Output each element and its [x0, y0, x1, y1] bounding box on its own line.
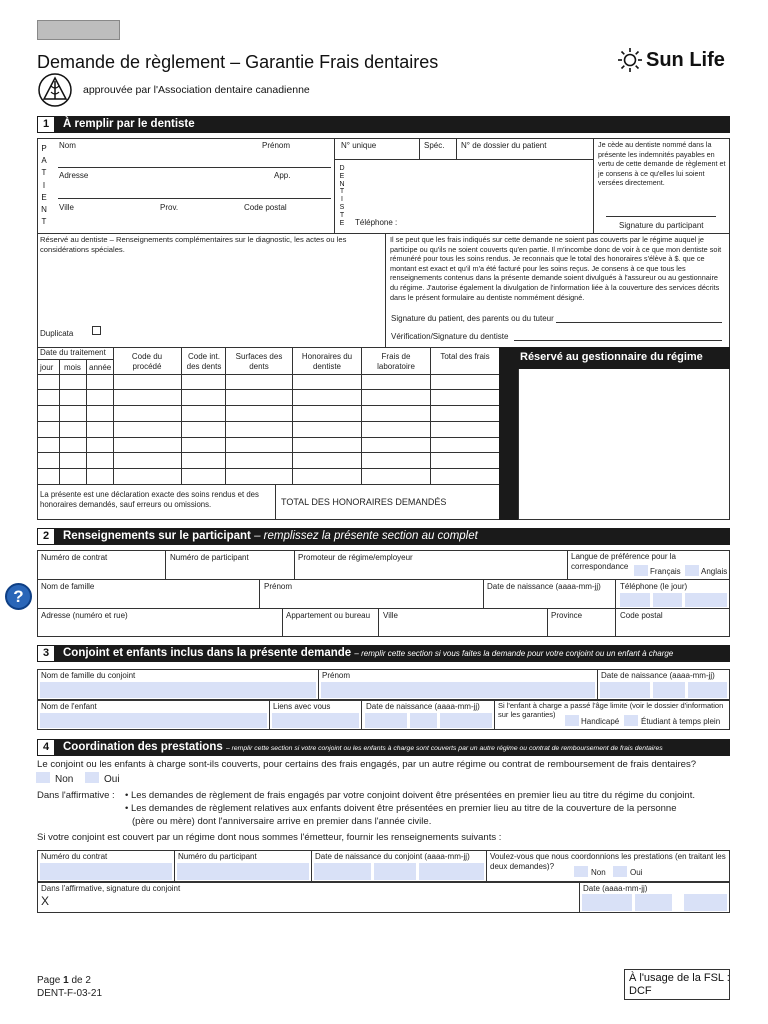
- s3-col-line: [597, 669, 598, 700]
- s2-col-line: [165, 550, 166, 579]
- s2-col-line: [483, 579, 484, 608]
- s3-date-enfant-label: Date de naissance (aaaa-mm-jj): [366, 702, 480, 711]
- s2-col-line: [259, 579, 260, 608]
- total-box-line: [275, 484, 276, 520]
- s3-col-line: [494, 700, 495, 730]
- s4-col-line: [311, 850, 312, 882]
- s3-handicape-checkbox[interactable]: [565, 715, 579, 726]
- s4-bullet2b: (père ou mère) dont l'anniversaire arrive en premier dans l'année civile.: [132, 816, 432, 827]
- s3-prenom-label: Prénom: [322, 671, 351, 680]
- patient-ville-label: Ville: [59, 203, 74, 212]
- fsl-label: À l'usage de la FSL :: [629, 972, 730, 984]
- s3-handicape-label: Handicapé: [581, 717, 620, 726]
- s3-enfant-mm-input[interactable]: [410, 713, 437, 728]
- s4-sig-date-yyyy-input[interactable]: [582, 894, 632, 911]
- s2-anglais-label: Anglais: [701, 567, 728, 576]
- s2-col-line: [294, 550, 295, 579]
- s4-numero-participant-input[interactable]: [177, 863, 309, 880]
- section2-header: [37, 528, 730, 545]
- no-dossier-label: N° de dossier du patient: [461, 141, 547, 150]
- s2-adresse-label: Adresse (numéro et rue): [41, 611, 128, 620]
- total-honoraires-label: TOTAL DES HONORAIRES DEMANDÉS: [281, 497, 447, 507]
- footer-page: Page 1 de 2: [37, 975, 91, 986]
- patient-codepostal-label: Code postal: [244, 203, 287, 212]
- patient-prenom-label: Prénom: [262, 141, 291, 150]
- mois-label: mois: [64, 363, 81, 372]
- row-line: [37, 468, 499, 469]
- sun-icon: [616, 46, 644, 74]
- s4-date-dd-input[interactable]: [419, 863, 484, 880]
- spec-divider: [419, 138, 420, 159]
- col-line: [225, 347, 226, 484]
- s2-francais-checkbox[interactable]: [634, 565, 648, 576]
- ada-logo: [37, 72, 73, 108]
- s2-langue-label: Langue de préférence pour la correspondance: [571, 552, 676, 571]
- s3-col-line: [269, 700, 270, 730]
- ada-emblem-icon: [37, 72, 73, 108]
- patient-prov-label: Prov.: [160, 203, 179, 212]
- section2-number: 2: [37, 528, 55, 545]
- consent-text: Il se peut que les frais indiqués sur cette demande ne soient pas couverts par le régime auquel je participe ou qu'ils ne soient couverts qu'en partie. Il m'incombe donc de voir à ce que mon dentiste soit rémunéré pour tous les soins rendus. Je reconnais que le total des honoraires s'élève à $. que ce montant est exact et qu'il m'a été facturé pour les soins reçus. Je consens à ce que tous les renseignements contenus dans la présente demande soient divulgués à l'assureur ou au gestionnaire du régime. J'autorise également la divulgation de l'information liée à la couverture des services décrits dans le présent formulaire au dentiste nommément désigné.: [390, 235, 722, 302]
- s4-coordonner-label: Voulez-vous que nous coordonnions les prestations (en traitant les deux demandes)?: [490, 852, 726, 871]
- code-procede-label: Code du procédé: [131, 352, 163, 371]
- assignment-divider: [593, 138, 594, 233]
- s4-x-mark: X: [41, 894, 50, 908]
- s3-date-naissance-label: Date de naissance (aaaa-mm-jj): [601, 671, 715, 680]
- row-line: [37, 437, 499, 438]
- s2-tel-area-input[interactable]: [620, 593, 650, 607]
- patient-adresse-label: Adresse: [59, 171, 89, 180]
- s4-non2-label: Non: [591, 868, 606, 877]
- s4-covered-text: Si votre conjoint est couvert par un régime dont nous sommes l'émetteur, fournir les renseignements suivants :: [37, 832, 502, 843]
- dentist-telephone-label: Téléphone :: [355, 218, 398, 227]
- s4-date-label: Date (aaaa-mm-jj): [583, 884, 648, 893]
- s3-age-limite-label: Si l'enfant à charge a passé l'âge limite (voir le dossier d'information sur les garanties): [498, 701, 724, 720]
- page-title: Demande de règlement – Garantie Frais dentaires: [37, 52, 439, 72]
- section4-number: 4: [37, 739, 55, 756]
- s3-nom-conjoint-label: Nom de famille du conjoint: [41, 671, 136, 680]
- section1-box: [37, 138, 730, 520]
- s2-col-line: [615, 579, 616, 608]
- duplicata-label: Duplicata: [40, 329, 74, 338]
- s3-prenom-input[interactable]: [321, 682, 595, 698]
- dossier-divider: [456, 138, 457, 159]
- row-line: [37, 421, 499, 422]
- honoraires-label: Honoraires du dentiste: [301, 352, 353, 371]
- s4-date-yyyy-input[interactable]: [314, 863, 371, 880]
- help-icon[interactable]: ?: [5, 583, 32, 610]
- section1-number: 1: [37, 116, 55, 133]
- section1-divider-top: [37, 233, 730, 234]
- s4-oui2-checkbox[interactable]: [613, 866, 627, 877]
- s2-numero-participant-label: Numéro de participant: [170, 553, 249, 562]
- s4-oui-label: Oui: [104, 774, 120, 785]
- brand-name: Sun Life: [646, 49, 725, 71]
- s4-signature-label: Dans l'affirmative, signature du conjoint: [41, 884, 181, 893]
- s3-col-line: [361, 700, 362, 730]
- s4-non-checkbox[interactable]: [36, 772, 50, 783]
- surfaces-label: Surfaces des dents: [235, 352, 283, 371]
- s4-col-line: [579, 882, 580, 913]
- s4-non2-checkbox[interactable]: [574, 866, 588, 877]
- s3-date-dd-input[interactable]: [688, 682, 727, 698]
- s4-affirmative-label: Dans l'affirmative :: [37, 790, 115, 801]
- patient-adresse-line: [58, 198, 331, 199]
- reserved-column-strip: [499, 347, 518, 520]
- dentist-vertical-label: D E N T I S T E: [339, 165, 345, 227]
- s3-etudiant-checkbox[interactable]: [624, 715, 638, 726]
- s3-date-yyyy-input[interactable]: [600, 682, 650, 698]
- s2-anglais-checkbox[interactable]: [685, 565, 699, 576]
- s2-col-line: [378, 608, 379, 637]
- row-line: [37, 405, 499, 406]
- s2-promoteur-label: Promoteur de régime/employeur: [298, 553, 413, 562]
- date-traitement-label: Date du traitement: [40, 348, 106, 357]
- s3-nom-conjoint-input[interactable]: [40, 682, 316, 698]
- signature-patient-line: [556, 322, 722, 323]
- reserved-left-line: [518, 369, 519, 520]
- s3-etudiant-label: Étudiant à temps plein: [641, 717, 721, 726]
- s4-sig-date-dd-input[interactable]: [684, 894, 727, 911]
- s4-numero-contrat-label: Numéro du contrat: [41, 852, 108, 861]
- fsl-box: [624, 969, 730, 1000]
- section2-row-line: [37, 608, 730, 609]
- s4-date-mm-input[interactable]: [374, 863, 416, 880]
- col-line: [292, 347, 293, 484]
- s2-province-label: Province: [551, 611, 583, 620]
- s4-col-line: [486, 850, 487, 882]
- participant-signature-line: [606, 216, 716, 217]
- section3-number: 3: [37, 645, 55, 662]
- row-line: [37, 484, 518, 485]
- jour-label: jour: [40, 363, 54, 372]
- verification-label: Vérification/Signature du dentiste: [391, 332, 509, 341]
- s4-non-label: Non: [55, 774, 74, 785]
- row-line: [37, 452, 499, 453]
- section3-header: [37, 645, 730, 662]
- spec-label: Spéc.: [424, 141, 445, 150]
- s2-col-line: [282, 608, 283, 637]
- s2-date-naissance-label: Date de naissance (aaaa-mm-jj): [487, 582, 601, 591]
- s2-col-line: [615, 608, 616, 637]
- s3-nom-enfant-label: Nom de l'enfant: [41, 702, 97, 711]
- s2-francais-label: Français: [650, 567, 681, 576]
- patient-app-label: App.: [274, 171, 291, 180]
- s3-liens-label: Liens avec vous: [273, 702, 331, 711]
- s3-enfant-dd-input[interactable]: [440, 713, 492, 728]
- signature-patient-label: Signature du patient, des parents ou du tuteur: [391, 314, 554, 323]
- section1-title: À remplir par le dentiste: [63, 118, 195, 130]
- s2-col-line: [567, 550, 568, 579]
- s2-numero-contrat-label: Numéro de contrat: [41, 553, 108, 562]
- frais-labo-label: Frais de laboratoire: [377, 352, 415, 371]
- reserved-dentist-text: Réservé au dentiste – Renseignements complémentaires sur le diagnostic, les actes ou les considérations spéciales.: [40, 235, 347, 254]
- row-line: [37, 389, 499, 390]
- s2-tel-prefix-input[interactable]: [653, 593, 682, 607]
- s4-numero-participant-label: Numéro du participant: [178, 852, 257, 861]
- code-int-label: Code int. des dents: [186, 352, 222, 371]
- reserved-admin-label: Réservé au gestionnaire du régime: [520, 351, 703, 363]
- s4-question: Le conjoint ou les enfants à charge sont-ils couverts, pour certains des frais engagés, par un autre régime ou contrat de remboursement de frais dentaires?: [37, 759, 697, 770]
- col-line: [181, 347, 182, 484]
- patient-vertical-label: P A T I E N T: [41, 144, 47, 227]
- s4-bullet1: • Les demandes de règlement de frais engagés par votre conjoint doivent être présentées en premier lieu au titre du régime du conjoint.: [125, 790, 695, 801]
- s2-tel-number-input[interactable]: [685, 593, 727, 607]
- s4-oui-checkbox[interactable]: [85, 772, 99, 783]
- s4-sig-date-mm-input[interactable]: [635, 894, 672, 911]
- s3-date-mm-input[interactable]: [653, 682, 685, 698]
- s4-bullet2a: • Les demandes de règlement relatives aux enfants doivent être présentées en premier lieu au titre de la couverture de la personne: [125, 803, 677, 814]
- annee-label: année: [89, 363, 112, 372]
- s2-telephone-label: Téléphone (le jour): [620, 582, 688, 591]
- patient-dentist-divider: [334, 138, 335, 233]
- row-line: [37, 374, 499, 375]
- s3-nom-enfant-input[interactable]: [40, 713, 267, 728]
- s4-col-line: [174, 850, 175, 882]
- section2-title: Renseignements sur le participant – remplissez la présente section au complet: [63, 530, 478, 542]
- date-subheader-line: [37, 359, 113, 360]
- verification-line: [514, 340, 722, 341]
- col-line: [430, 347, 431, 484]
- reserved-admin-header: [518, 347, 730, 369]
- total-frais-label: Total des frais: [440, 352, 490, 361]
- section4-title: Coordination des prestations – remplir cette section si votre conjoint ou les enfants à charge sont couverts par un autre régime ou contrat de remboursement de frais dentaires: [63, 741, 663, 753]
- col-line: [113, 347, 114, 484]
- duplicata-checkbox[interactable]: [92, 326, 101, 335]
- patient-nom-line: [58, 167, 331, 168]
- sunlife-logo: [616, 46, 734, 76]
- s3-liens-input[interactable]: [272, 713, 359, 728]
- s4-date-naissance-label: Date de naissance du conjoint (aaaa-mm-jj): [315, 852, 470, 861]
- fsl-code: DCF: [629, 985, 652, 997]
- consent-divider: [385, 233, 386, 347]
- col-line: [361, 347, 362, 484]
- s2-ville-label: Ville: [383, 611, 398, 620]
- s2-code-postal-label: Code postal: [620, 611, 663, 620]
- form-tab: [37, 20, 120, 40]
- section3-title: Conjoint et enfants inclus dans la présente demande – remplir cette section si vous faites la demande pour votre conjoint ou un enfant à charge: [63, 647, 674, 659]
- dentist-top-line: [334, 159, 593, 160]
- participant-signature-label: Signature du participant: [619, 221, 704, 230]
- section2-row-line: [37, 579, 730, 580]
- section1-header: [37, 116, 730, 133]
- section4-header: [37, 739, 730, 756]
- approval-text: approuvée par l'Association dentaire canadienne: [83, 84, 310, 96]
- patient-nom-label: Nom: [59, 141, 76, 150]
- s2-nom-famille-label: Nom de famille: [41, 582, 95, 591]
- s4-numero-contrat-input[interactable]: [40, 863, 172, 880]
- declaration-text: La présente est une déclaration exacte des soins rendus et des honoraires demandés, sauf erreurs ou omissions.: [40, 490, 259, 509]
- s2-col-line: [547, 608, 548, 637]
- s3-enfant-yyyy-input[interactable]: [365, 713, 407, 728]
- s2-prenom-label: Prénom: [264, 582, 293, 591]
- footer-form-code: DENT-F-03-21: [37, 988, 103, 999]
- s2-appartement-label: Appartement ou bureau: [286, 611, 371, 620]
- no-unique-label: N° unique: [341, 141, 377, 150]
- s3-col-line: [318, 669, 319, 700]
- assignment-text: Je cède au dentiste nommé dans la présente les indemnités payables en vertu de cette demande de règlement et je consens à ce qu'elles lui soient versées directement.: [598, 140, 726, 188]
- s4-oui2-label: Oui: [630, 868, 643, 877]
